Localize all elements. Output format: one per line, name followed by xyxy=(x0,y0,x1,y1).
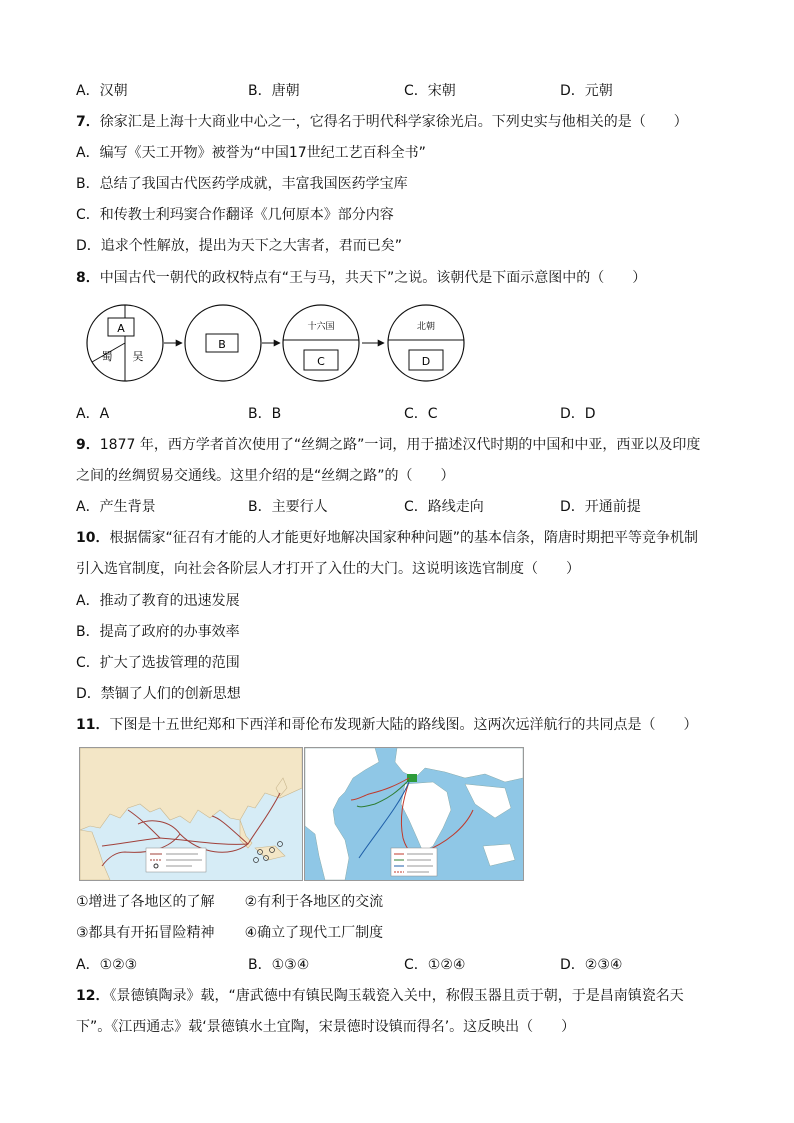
q6-option-a[interactable]: A．汉朝 xyxy=(76,83,128,99)
q11-statement-3: ③都具有开拓冒险精神 xyxy=(76,925,215,941)
q10-number: 10． xyxy=(76,530,110,546)
q11-options xyxy=(76,955,736,975)
q8-option-b[interactable]: B．B xyxy=(248,406,282,422)
q9-option-c[interactable]: C．路线走向 xyxy=(404,499,484,515)
box-c-label: C xyxy=(317,355,325,368)
q9-options xyxy=(76,497,736,517)
q11-statements-row1 xyxy=(76,892,383,912)
q9-option-d[interactable]: D．开通前提 xyxy=(560,499,641,515)
q8-option-d[interactable]: D．D xyxy=(560,406,596,422)
q7-option-c[interactable]: C．和传教士利玛窦合作翻译《几何原本》部分内容 xyxy=(76,207,394,223)
q8-number: 8． xyxy=(76,270,100,286)
q10-option-d[interactable]: D．禁锢了人们的创新思想 xyxy=(76,686,241,702)
q7-text: 徐家汇是上海十大商业中心之一，它得名于明代科学家徐光启。下列史实与他相关的是（ ） xyxy=(99,114,688,130)
q11-statement-4: ④确立了现代工厂制度 xyxy=(244,925,384,941)
q11-statements-row2 xyxy=(76,923,383,943)
q9-stem-line1 xyxy=(76,435,700,455)
q12-stem-line1 xyxy=(76,986,684,1006)
dynasty-diagram xyxy=(80,302,480,386)
q6-option-d[interactable]: D．元朝 xyxy=(560,83,613,99)
shu-label: 蜀 xyxy=(101,350,113,363)
q12-text-1: 《景德镇陶录》载，“唐武德中有镇民陶玉载瓷入关中，称假玉器且贡于朝，于是昌南镇瓷名天 xyxy=(109,988,684,1004)
q10-stem-line2: 引入选官制度，向社会各阶层人才打开了入仕的大门。这说明该选官制度（ ） xyxy=(76,561,580,577)
q11-number: 11． xyxy=(76,717,110,733)
q10-option-a[interactable]: A．推动了教育的迅速发展 xyxy=(76,593,240,609)
q7-stem xyxy=(76,112,688,132)
q11-option-a[interactable]: A．①②③ xyxy=(76,957,138,973)
q8-option-c[interactable]: C．C xyxy=(404,406,438,422)
q8-text: 中国古代一朝代的政权特点有“王与马，共天下”之说。该朝代是下面示意图中的（ ） xyxy=(99,270,647,286)
q6-option-b[interactable]: B．唐朝 xyxy=(248,83,300,99)
box-b-label: B xyxy=(218,338,226,351)
box-a-label: A xyxy=(117,322,125,335)
q7-option-d[interactable]: D．追求个性解放，提出为天下之大害者，君而已矣” xyxy=(76,238,403,254)
q8-options xyxy=(76,404,736,424)
q12-stem-line2: 下”。《江西通志》载‘景德镇水土宜陶，宋景德时设镇而得名’。这反映出（ ） xyxy=(76,1019,576,1035)
columbus-map-graphic xyxy=(305,748,523,880)
box-d-label: D xyxy=(421,355,431,368)
q9-stem-line2: 之间的丝绸贸易交通线。这里介绍的是“丝绸之路”的（ ） xyxy=(76,468,455,484)
q7-number: 7． xyxy=(76,114,100,130)
north-south-circle xyxy=(388,305,464,381)
q11-statement-2: ②有利于各地区的交流 xyxy=(244,894,384,910)
zheng-he-route-map xyxy=(79,747,303,881)
q8-stem xyxy=(76,268,646,288)
q9-number: 9． xyxy=(76,437,100,453)
three-kingdoms-circle xyxy=(87,305,163,381)
q9-option-a[interactable]: A．产生背景 xyxy=(76,499,156,515)
sixteen-label: 十六国 xyxy=(307,322,335,332)
q8-option-a[interactable]: A．A xyxy=(76,406,110,422)
q10-stem-line1 xyxy=(76,528,698,548)
wu-label: 吴 xyxy=(132,350,144,363)
q11-stem xyxy=(76,715,697,735)
columbus-route-map xyxy=(304,747,524,881)
q11-option-c[interactable]: C．①②④ xyxy=(404,957,466,973)
q9-text-1: 1877 年，西方学者首次使用了“丝绸之路”一词，用于描述汉代时期的中国和中亚，西亚以及印度 xyxy=(99,437,701,453)
q10-option-c[interactable]: C．扩大了选拔管理的范围 xyxy=(76,655,240,671)
zheng-he-map-graphic xyxy=(80,748,302,880)
q6-options xyxy=(76,81,736,101)
q12-number: 12． xyxy=(76,988,110,1004)
sixteen-kingdoms-circle xyxy=(283,305,359,381)
q10-text-1: 根据儒家“征召有才能的人才能更好地解决国家种种问题”的基本信条，隋唐时期把平等竞争机制 xyxy=(109,530,698,546)
q11-option-b[interactable]: B．①③④ xyxy=(248,957,310,973)
northern-label: 北朝 xyxy=(416,322,436,332)
q11-option-d[interactable]: D．②③④ xyxy=(560,957,623,973)
q11-text: 下图是十五世纪郑和下西洋和哥伦布发现新大陆的路线图。这两次远洋航行的共同点是（ ） xyxy=(109,717,698,733)
q11-statement-1: ①增进了各地区的了解 xyxy=(76,894,215,910)
q6-option-c[interactable]: C．宋朝 xyxy=(404,83,456,99)
q7-option-a[interactable]: A．编写《天工开物》被誉为“中国17世纪工艺百科全书” xyxy=(76,145,426,161)
q10-option-b[interactable]: B．提高了政府的办事效率 xyxy=(76,624,240,640)
q7-option-b[interactable]: B．总结了我国古代医药学成就，丰富我国医药学宝库 xyxy=(76,176,408,192)
q9-option-b[interactable]: B．主要行人 xyxy=(248,499,328,515)
unified-circle xyxy=(185,305,261,381)
